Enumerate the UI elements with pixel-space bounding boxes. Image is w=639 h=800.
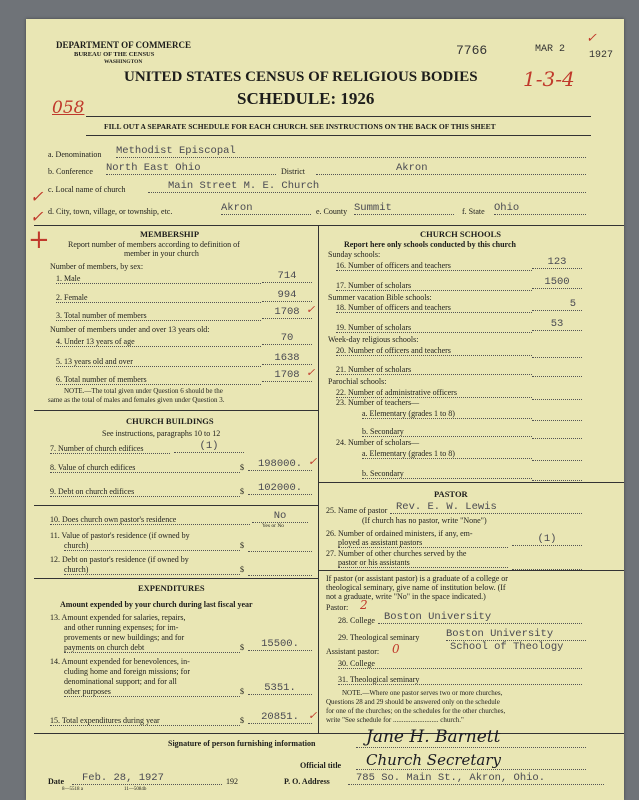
check-mark: ✓ xyxy=(306,366,316,379)
divider xyxy=(318,482,624,483)
total-members-value[interactable]: 1708 xyxy=(262,306,312,319)
divider xyxy=(318,570,624,571)
pen-code: 1-3-4 xyxy=(523,67,575,91)
parochial-teachers-label: 23. Number of teachers— xyxy=(336,398,420,407)
parochial-scholars-label: 24. Number of scholars— xyxy=(336,438,420,447)
membership-heading: MEMBERSHIP xyxy=(140,229,200,239)
total-expenditures-value[interactable]: 20851. xyxy=(248,711,312,724)
running-expenses-label-4: payments on church debt xyxy=(64,643,240,653)
running-expenses-label-2: and other running expenses; for im- xyxy=(64,623,179,632)
female-label: 2. Female xyxy=(56,293,261,303)
instruction: FILL OUT A SEPARATE SCHEDULE FOR EACH CHURCH. SEE INSTRUCTIONS ON THE BACK OF THIS SHEET xyxy=(104,122,496,131)
dollar-sign: $ xyxy=(240,565,244,574)
assistant-count-value[interactable]: (1) xyxy=(512,533,582,546)
state-value[interactable]: Ohio xyxy=(494,202,586,215)
scholars-secondary-label: b. Secondary xyxy=(362,469,532,479)
divider xyxy=(34,505,318,506)
age-heading: Number of members under and over 13 years old: xyxy=(50,325,210,334)
teachers-elementary-label: a. Elementary (grades 1 to 8) xyxy=(362,409,532,419)
signature-value[interactable]: Jane H. Barnett xyxy=(356,727,586,748)
official-title-label: Official title xyxy=(300,761,342,770)
year-stamp: 1927 xyxy=(589,50,614,61)
teachers-elementary-input[interactable] xyxy=(532,419,582,421)
teachers-secondary-input[interactable] xyxy=(532,437,582,439)
running-expenses-label-1: 13. Amount expended for salaries, repairs, xyxy=(50,613,186,622)
summer-scholars-label: 19. Number of scholars xyxy=(336,323,532,333)
benevolences-label-2: cluding home and foreign missions; for xyxy=(64,667,190,676)
pastor-seminary-value-1[interactable]: Boston University xyxy=(446,628,586,641)
pastor-note-4: write "See schedule for .......................... church." xyxy=(326,716,464,724)
running-expenses-value[interactable]: 15500. xyxy=(248,638,312,651)
pastor-note-3: for one of the churches; on the schedules for the other churches, xyxy=(326,707,506,715)
address-value[interactable]: 785 So. Main St., Akron, Ohio. xyxy=(348,772,604,785)
district-value[interactable]: Akron xyxy=(316,162,586,175)
pastor-seminary-value-2[interactable]: School of Theology xyxy=(450,641,564,653)
benevolences-value[interactable]: 5351. xyxy=(248,682,312,695)
date-year-suffix: 192 xyxy=(226,777,238,786)
total-members-label: 3. Total number of members xyxy=(56,311,261,321)
dollar-sign: $ xyxy=(240,716,244,725)
assistant-college-label: 30. College xyxy=(338,659,582,669)
check-mark: ✓ xyxy=(306,303,316,316)
assistant-mark: 0 xyxy=(392,642,400,656)
check-mark: ✓ xyxy=(308,455,318,468)
summer-teachers-value[interactable]: 5 xyxy=(532,298,582,311)
weekday-scholars-input[interactable] xyxy=(532,375,582,377)
dollar-sign: $ xyxy=(240,541,244,550)
graduate-note-3: not a graduate, write "No" in the space indicated.) xyxy=(326,592,486,601)
parochial-officers-label: 22. Number of administrative officers xyxy=(336,388,532,398)
sunday-teachers-value[interactable]: 123 xyxy=(532,256,582,269)
county-value[interactable]: Summit xyxy=(354,202,454,215)
city-header: WASHINGTON xyxy=(104,59,143,65)
sunday-teachers-label: 16. Number of officers and teachers xyxy=(336,261,532,271)
column-divider xyxy=(318,225,319,733)
residence-value-input[interactable] xyxy=(248,550,312,552)
membership-intro-1: Report number of members according to definition of xyxy=(68,240,240,249)
pastor-note-1: NOTE.—Where one pastor serves two or more churches, xyxy=(342,689,503,697)
total-members-age-value[interactable]: 1708 xyxy=(262,369,312,382)
divider xyxy=(86,135,591,136)
residence-debt-label-1: 12. Debt on pastor's residence (if owned by xyxy=(50,555,189,564)
membership-intro-2: member in your church xyxy=(124,249,199,258)
total-members-age-label: 6. Total number of members xyxy=(56,375,261,385)
divider xyxy=(34,410,318,411)
divider xyxy=(34,578,318,579)
official-title-value[interactable]: Church Secretary xyxy=(356,751,586,770)
weekday-teachers-label: 20. Number of officers and teachers xyxy=(336,346,532,356)
sex-heading: Number of members, by sex: xyxy=(50,262,144,271)
dollar-sign: $ xyxy=(240,487,244,496)
edifices-value-value[interactable]: 198000. xyxy=(248,458,312,471)
date-stamp: MAR 2 xyxy=(535,44,566,55)
denomination-label: a. Denomination xyxy=(48,150,102,159)
owns-residence-label: 10. Does church own pastor's residence xyxy=(50,515,250,525)
sunday-scholars-label: 17. Number of scholars xyxy=(336,281,532,291)
assistant-count-label-1: 26. Number of ordained ministers, if any, em- xyxy=(326,529,473,538)
signature-label: Signature of person furnishing information xyxy=(168,739,316,748)
other-churches-label-1: 27. Number of other churches served by the xyxy=(326,549,467,558)
buildings-subheading: See instructions, paragraphs 10 to 12 xyxy=(102,429,221,438)
male-label: 1. Male xyxy=(56,274,261,284)
pen-number: 058 xyxy=(52,98,85,118)
district-label: District xyxy=(281,167,305,176)
weekday-scholars-label: 21. Number of scholars xyxy=(336,365,532,375)
address-label: P. O. Address xyxy=(284,777,330,786)
state-label: f. State xyxy=(462,207,485,216)
local-name-label: c. Local name of church xyxy=(48,185,126,194)
bureau: BUREAU OF THE CENSUS xyxy=(74,51,155,58)
city-label: d. City, town, village, or township, etc. xyxy=(48,207,173,216)
yes-or-no-hint: Yes or No xyxy=(262,523,285,529)
scholars-elementary-label: a. Elementary (grades 1 to 8) xyxy=(362,449,532,459)
dollar-sign: $ xyxy=(240,463,244,472)
total-expenditures-label: 15. Total expenditures during year xyxy=(50,716,240,726)
buildings-heading: CHURCH BUILDINGS xyxy=(126,416,214,426)
conference-label: b. Conference xyxy=(48,167,93,176)
pastor-mark: 2 xyxy=(360,598,368,612)
sunday-scholars-value[interactable]: 1500 xyxy=(532,276,582,289)
expenditures-heading: EXPENDITURES xyxy=(138,583,205,593)
residence-value-label-2: church) xyxy=(64,541,240,551)
pastor-college-label: 28. College xyxy=(338,616,375,625)
residence-debt-input[interactable] xyxy=(248,574,312,576)
form-code-2: 11—5084b xyxy=(124,787,147,792)
assistant-seminary-label: 31. Theological seminary xyxy=(338,675,582,685)
parochial-heading: Parochial schools: xyxy=(328,377,387,386)
scholars-secondary-input[interactable] xyxy=(532,479,582,481)
pastor-name-note: (If church has no pastor, write "None") xyxy=(362,516,487,525)
census-schedule-paper xyxy=(26,19,624,800)
pastor-note-2: Questions 28 and 29 should be answered only on the schedule xyxy=(326,698,500,706)
edifices-value-label: 8. Value of church edifices xyxy=(50,463,240,473)
department: DEPARTMENT OF COMMERCE xyxy=(56,40,192,50)
under-13-value[interactable]: 70 xyxy=(262,332,312,345)
divider xyxy=(86,116,591,117)
pastor-name-value[interactable]: Rev. E. W. Lewis xyxy=(390,501,582,514)
county-label: e. County xyxy=(316,207,348,216)
date-label: Date xyxy=(48,777,64,786)
denomination-value[interactable]: Methodist Episcopal xyxy=(116,145,586,158)
dollar-sign: $ xyxy=(240,687,244,696)
benevolences-label-4: other purposes xyxy=(64,687,240,697)
edifices-debt-value[interactable]: 102000. xyxy=(248,482,312,495)
other-churches-label-2: pastor or his assistants xyxy=(338,558,508,568)
assistant-count-label-2: ployed as assistant pastors xyxy=(338,538,508,548)
residence-debt-label-2: church) xyxy=(64,565,240,575)
pastor-education-label: Pastor: xyxy=(326,603,349,612)
pastor-name-label: 25. Name of pastor xyxy=(326,506,388,515)
female-value[interactable]: 994 xyxy=(262,289,312,302)
pastor-college-value[interactable]: Boston University xyxy=(378,611,582,624)
summer-teachers-label: 18. Number of officers and teachers xyxy=(336,303,532,313)
date-value[interactable]: Feb. 28, 1927 xyxy=(72,772,222,785)
graduate-note-1: If pastor (or assistant pastor) is a graduate of a college or xyxy=(326,574,508,583)
residence-value-label-1: 11. Value of pastor's residence (if owned by xyxy=(50,531,190,540)
teachers-secondary-label: b. Secondary xyxy=(362,427,532,437)
edifices-count-label: 7. Number of church edifices xyxy=(50,444,170,454)
form-title: UNITED STATES CENSUS OF RELIGIOUS BODIES xyxy=(124,69,478,85)
pen-mark-v: ✓ xyxy=(30,187,44,206)
assistant-education-label: Assistant pastor: xyxy=(326,647,380,656)
sunday-heading: Sunday schools: xyxy=(328,250,381,259)
summer-heading: Summer vacation Bible schools: xyxy=(328,293,432,302)
edifices-debt-label: 9. Debt on church edifices xyxy=(50,487,240,497)
check-mark: ✓ xyxy=(308,709,318,722)
benevolences-label-3: denominational support; and for all xyxy=(64,677,177,686)
over-13-value[interactable]: 1638 xyxy=(262,352,312,365)
pastor-seminary-label: 29. Theological seminary xyxy=(338,633,420,642)
membership-note-2: same as the total of males and females given under Question 3. xyxy=(48,396,225,404)
form-subtitle: SCHEDULE: 1926 xyxy=(237,89,375,108)
owns-residence-value[interactable]: No xyxy=(252,510,308,523)
under-13-label: 4. Under 13 years of age xyxy=(56,337,261,347)
edifices-count-value[interactable]: (1) xyxy=(174,440,244,453)
pen-mark-plus: + xyxy=(28,225,50,255)
schedule-number: 7766 xyxy=(456,43,488,58)
male-value[interactable]: 714 xyxy=(262,270,312,283)
running-expenses-label-3: provements or new buildings; and for xyxy=(64,633,185,642)
city-value[interactable]: Akron xyxy=(221,202,311,215)
expenditures-intro: Amount expended by your church during last fiscal year xyxy=(60,600,253,609)
dollar-sign: $ xyxy=(240,643,244,652)
graduate-note-2: theological seminary, give name of institution below. (If xyxy=(326,583,506,592)
check-mark: ✓ xyxy=(586,31,597,46)
scholars-elementary-input[interactable] xyxy=(532,459,582,461)
membership-note-1: NOTE.—The total given under Question 6 should be the xyxy=(64,387,223,395)
form-code-1: 8—5518 a xyxy=(62,787,83,792)
divider xyxy=(34,225,624,226)
schools-intro: Report here only schools conducted by this church xyxy=(344,240,516,249)
pen-mark-v: ✓ xyxy=(30,207,44,226)
local-name-value[interactable]: Main Street M. E. Church xyxy=(148,180,586,193)
parochial-officers-input[interactable] xyxy=(532,398,582,400)
weekday-heading: Week-day religious schools: xyxy=(328,335,419,344)
schools-heading: CHURCH SCHOOLS xyxy=(420,229,501,239)
conference-value[interactable]: North East Ohio xyxy=(106,162,276,175)
benevolences-label-1: 14. Amount expended for benevolences, in- xyxy=(50,657,190,666)
over-13-label: 5. 13 years old and over xyxy=(56,357,261,367)
weekday-teachers-input[interactable] xyxy=(532,356,582,358)
pastor-heading: PASTOR xyxy=(434,489,468,499)
summer-scholars-value[interactable]: 53 xyxy=(532,318,582,331)
